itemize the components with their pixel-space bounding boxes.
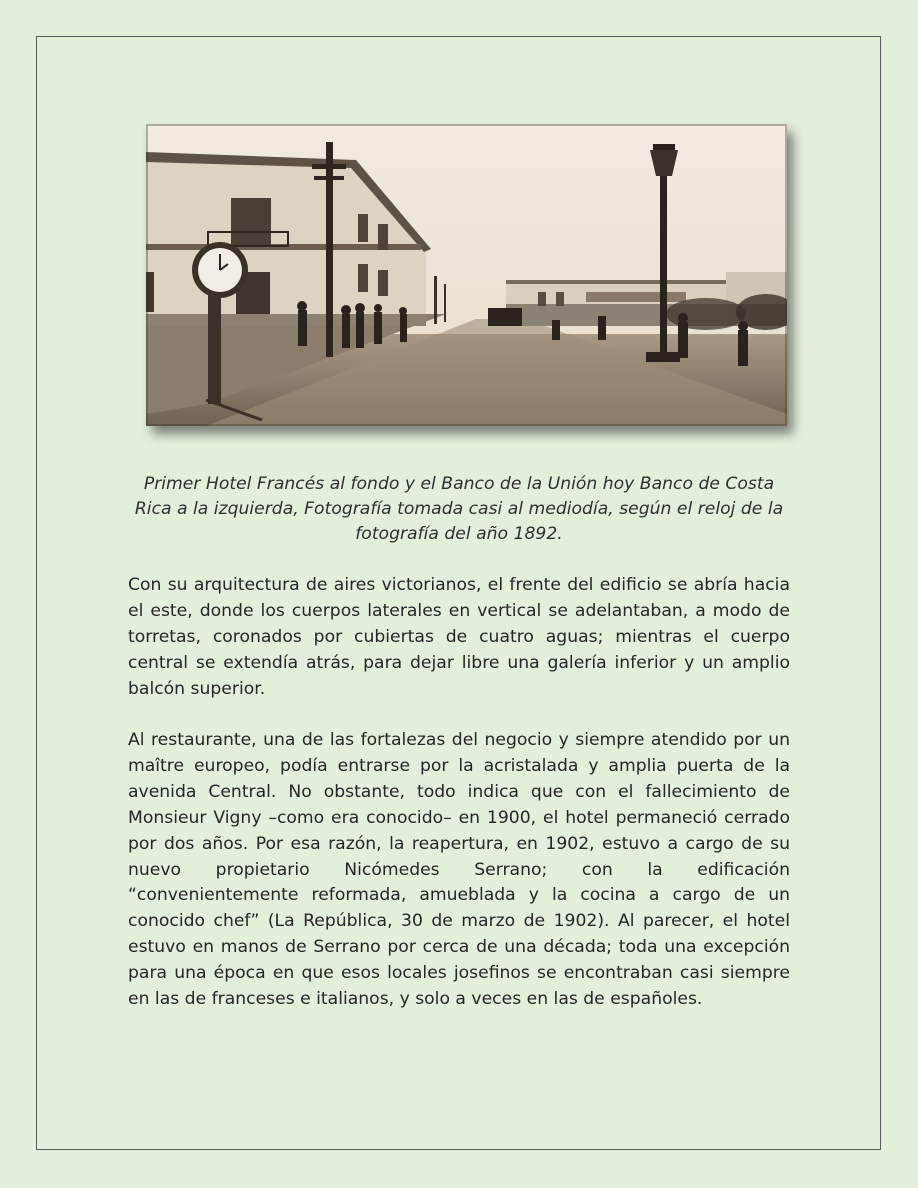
historic-street-photo [146, 124, 787, 426]
paragraph-architecture: Con su arquitectura de aires victorianos, el frente del edificio se abría hacia el este, donde los cuerpos laterales en vertical se adelantaban, a modo de torretas, coronados por cubiertas de cuatro aguas; mientras el cuerpo central se extendía atrás, para dejar libre una galería inferior y un amplio balcón superior. [128, 575, 790, 699]
paragraph-restaurant-history: Al restaurante, una de las fortalezas del negocio y siempre atendido por un maître europeo, podía entrarse por la acristalada y amplia puerta de la avenida Central. No obstante, todo indica que con el fallecimiento de Monsieur Vigny –como era conocido– en 1900, el hotel permaneció cerrado por dos años. Por esa razón, la reapertura, en 1902, estuvo a cargo de su nuevo propietario Nicómedes Serrano; con la edificación “convenientemente reformada, amueblada y la cocina a cargo de un conocido chef” (La República, 30 de marzo de 1902). Al parecer, el hotel estuvo en manos de Serrano por cerca de una década; toda una excepción para una época en que esos locales josefinos se encontraban casi siempre en las de franceses e italianos, y solo a veces en las de españoles. [128, 730, 790, 1010]
photo-caption: Primer Hotel Francés al fondo y el Banco de la Unión hoy Banco de Costa Rica a la izquierda, Fotografía tomada casi al mediodía, según el reloj de la fotografía del año 1892. [134, 474, 784, 544]
street-scene-image [146, 124, 787, 426]
